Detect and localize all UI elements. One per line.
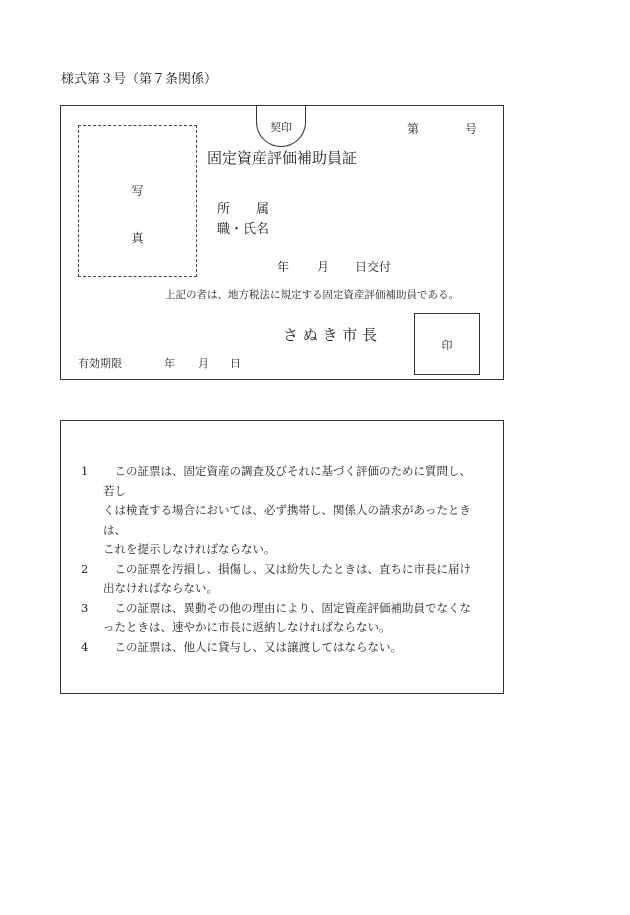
official-stamp-box — [414, 313, 480, 375]
id-card-back — [60, 420, 504, 694]
note-line: くは検査する場合においては、必ず携帯し、関係人の請求があったときは、 — [103, 503, 471, 537]
photo-area — [78, 125, 197, 277]
note-item — [81, 638, 481, 658]
validity-year: 年 — [164, 357, 175, 370]
number-prefix: 第 — [407, 122, 420, 136]
issue-month: 月 — [317, 260, 330, 274]
note-item — [81, 462, 481, 560]
form-number: 様式第３号（第７条関係） — [61, 72, 218, 87]
note-line: この証票は、異動その他の理由により、固定資産評価補助員でなくな — [103, 600, 471, 615]
note-line: ったときは、速やかに市長に返納しなければならない。 — [103, 620, 391, 634]
note-item — [81, 560, 481, 599]
note-line: これを提示しなければならない。 — [103, 542, 276, 556]
note-line: この証票を汚損し、損傷し、又は紛失したときは、直ちに市長に届け — [103, 561, 471, 576]
stamp-label: 印 — [441, 339, 453, 352]
note-line: この証票は、他人に貸与し、又は譲渡してはならない。 — [103, 639, 402, 654]
certification-text: 上記の者は、地方税法に規定する固定資産評価補助員である。 — [165, 289, 459, 301]
tally-seal-label: 契印 — [270, 121, 292, 134]
validity-day: 日 — [230, 357, 241, 370]
card-title: 固定資産評価補助員証 — [207, 149, 358, 167]
issue-day: 日交付 — [355, 260, 392, 274]
note-line: この証票は、固定資産の調査及びそれに基づく評価のために質問し、若し — [103, 464, 471, 498]
validity-month: 月 — [198, 357, 209, 370]
name-label: 職・氏名 — [217, 222, 270, 237]
note-number: 3 — [81, 600, 89, 615]
tally-seal-tab — [256, 105, 306, 147]
note-number: 1 — [81, 464, 89, 478]
issuer-name: さ ぬ き 市 長 — [283, 326, 378, 344]
photo-label-char: 真 — [131, 231, 144, 245]
validity-label: 有効期限 — [78, 357, 122, 370]
note-line: 出なければならない。 — [103, 581, 218, 595]
note-number: 2 — [81, 561, 89, 576]
number-suffix: 号 — [465, 122, 478, 136]
photo-label-char: 写 — [131, 184, 144, 198]
notes-list — [81, 462, 481, 657]
note-item — [81, 599, 481, 638]
affiliation-label: 所 属 — [217, 202, 270, 217]
id-card-front — [60, 105, 504, 380]
note-number: 4 — [81, 639, 89, 654]
issue-year: 年 — [277, 260, 290, 274]
